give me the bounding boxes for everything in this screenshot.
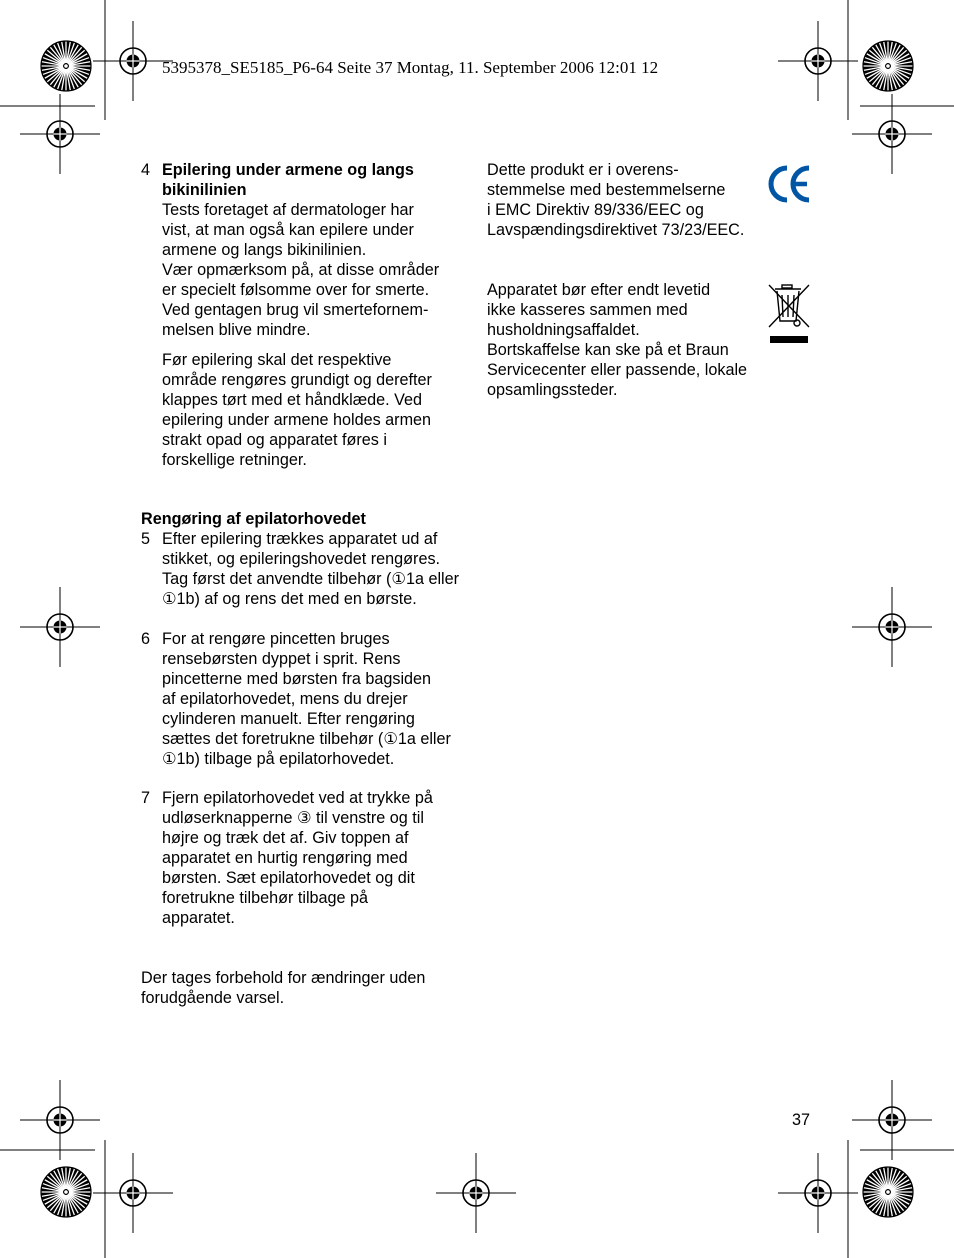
text-line: højre og træk det af. Giv toppen af xyxy=(162,829,409,847)
text-line: Dette produkt er i overens- xyxy=(487,161,679,179)
text-line: stikket, og epileringshovedet rengøres. xyxy=(162,550,441,568)
step-text xyxy=(162,529,472,609)
step-number: 5 xyxy=(141,530,151,548)
text-line: foretrukne tilbehør tilbage på xyxy=(162,889,369,907)
step-text xyxy=(162,160,472,470)
text-line: apparatet en hurtig rengøring med xyxy=(162,849,408,867)
disclaimer xyxy=(141,968,425,1008)
text-line: epilering under armene holdes armen xyxy=(162,411,432,429)
section-heading: Rengøring af epilatorhovedet xyxy=(141,510,366,528)
text-line: stemmelse med bestemmelserne xyxy=(487,181,726,199)
conformity-statement xyxy=(487,160,744,240)
star-target-icon xyxy=(863,1167,913,1217)
text-line: opsamlingssteder. xyxy=(487,381,618,399)
text-line: ①1b) af og rens det med en børste. xyxy=(162,590,417,608)
step-title-line: Epilering under armene og langs xyxy=(162,161,414,179)
text-line: i EMC Direktiv 89/336/EEC og xyxy=(487,201,704,219)
text-line: er specielt følsomme over for smerte. xyxy=(162,281,430,299)
text-line: Lavspændingsdirektivet 73/23/EEC. xyxy=(487,221,745,239)
registration-mark-icon xyxy=(436,1153,516,1233)
text-line: vist, at man også kan epilere under xyxy=(162,221,414,239)
text-line: Tests foretaget af dermatologer har xyxy=(162,201,414,219)
step-title-line: bikinilinien xyxy=(162,181,247,199)
text-line: strakt opad og apparatet føres i xyxy=(162,431,387,449)
star-target-icon xyxy=(863,41,913,91)
registration-mark-icon xyxy=(20,1080,100,1160)
text-line: af epilatorhovedet, mens du drejer xyxy=(162,690,408,708)
text-line: område rengøres grundigt og derefter xyxy=(162,371,432,389)
text-line: udløserknapperne ③ til venstre og til xyxy=(162,809,424,827)
text-line: sættes det foretrukne tilbehør (①1a eller xyxy=(162,730,451,748)
text-line: ikke kasseres sammen med xyxy=(487,301,688,319)
text-line: klappes tørt med et håndklæde. Ved xyxy=(162,391,423,409)
text-line: Bortskaffelse kan ske på et Braun xyxy=(487,341,729,359)
step-number: 6 xyxy=(141,630,151,648)
text-line: Efter epilering trækkes apparatet ud af xyxy=(162,530,438,548)
text-line: melsen blive mindre. xyxy=(162,321,311,339)
step-text xyxy=(162,788,472,928)
text-line: Tag først det anvendte tilbehør (①1a eller xyxy=(162,570,460,588)
registration-mark-icon xyxy=(852,587,932,667)
text-line: ①1b) tilbage på epilatorhovedet. xyxy=(162,750,395,768)
text-line: Der tages forbehold for ændringer uden xyxy=(141,969,426,987)
registration-mark-icon xyxy=(20,587,100,667)
registration-mark-icon xyxy=(778,1153,858,1233)
text-line: Apparatet bør efter endt levetid xyxy=(487,281,711,299)
text-line: husholdningsaffaldet. xyxy=(487,321,640,339)
text-line: apparatet. xyxy=(162,909,235,927)
text-line: forskellige retninger. xyxy=(162,451,307,469)
crossed-out-bin-icon xyxy=(766,283,812,345)
registration-mark-icon xyxy=(852,1080,932,1160)
text-line: pincetterne med børsten fra bagsiden xyxy=(162,670,432,688)
text-line: armene og langs bikinilinien. xyxy=(162,241,367,259)
text-line: børsten. Sæt epilatorhovedet og dit xyxy=(162,869,415,887)
text-line: forudgående varsel. xyxy=(141,989,285,1007)
text-line: For at rengøre pincetten bruges xyxy=(162,630,390,648)
print-slug: 5395378_SE5185_P6-64 Seite 37 Montag, 11. September 2006 12:01 12 xyxy=(162,58,659,77)
text-line: Før epilering skal det respektive xyxy=(162,351,392,369)
step-number: 7 xyxy=(141,789,151,807)
text-line: rensebørsten dyppet i sprit. Rens xyxy=(162,650,401,668)
disposal-notice xyxy=(487,280,747,400)
star-target-icon xyxy=(41,1167,91,1217)
text-line: Vær opmærksom på, at disse områder xyxy=(162,261,440,279)
step-text xyxy=(162,629,472,769)
ce-mark-icon xyxy=(765,163,813,205)
page-number: 37 xyxy=(792,1111,811,1129)
text-line: Ved gentagen brug vil smertefornem- xyxy=(162,301,429,319)
text-line: cylinderen manuelt. Efter rengøring xyxy=(162,710,415,728)
registration-mark-icon xyxy=(778,21,858,101)
star-target-icon xyxy=(41,41,91,91)
step-number: 4 xyxy=(141,161,151,179)
text-line: Fjern epilatorhovedet ved at trykke på xyxy=(162,789,433,807)
text-line: Servicecenter eller passende, lokale xyxy=(487,361,748,379)
